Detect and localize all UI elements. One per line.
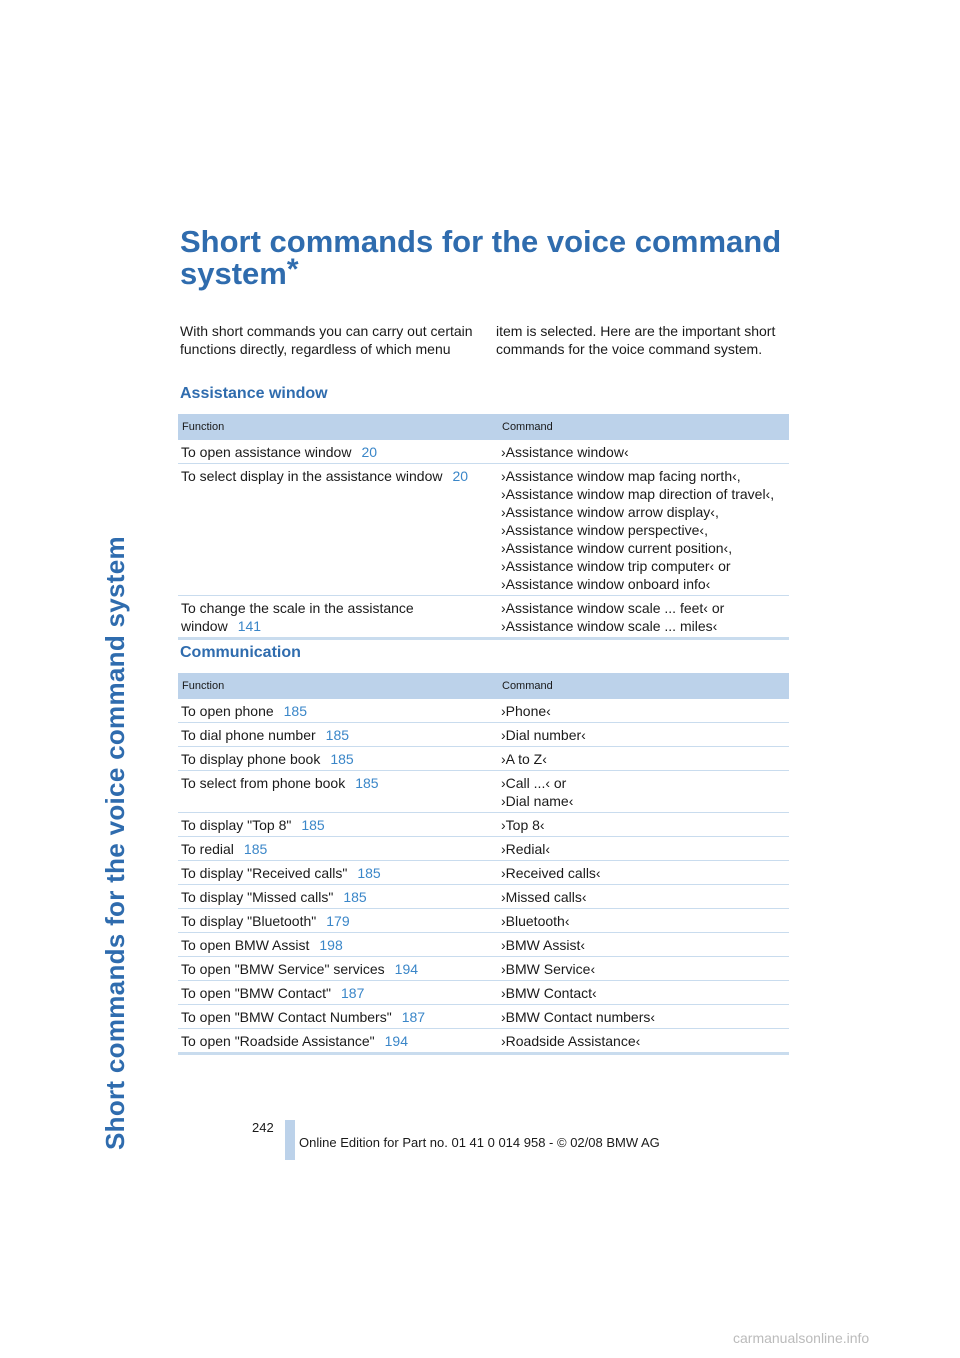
command-text: ›Call ...‹ or bbox=[501, 775, 567, 791]
side-chapter-title: Short commands for the voice command system bbox=[100, 536, 130, 1150]
footer-accent-bar bbox=[285, 1120, 295, 1160]
command-text: ›A to Z‹ bbox=[501, 751, 547, 767]
command-cell bbox=[498, 933, 789, 957]
command-cell bbox=[498, 771, 789, 813]
command-cell bbox=[498, 464, 789, 596]
communication-table bbox=[178, 673, 789, 1055]
title-asterisk: * bbox=[286, 253, 299, 286]
command-cell bbox=[498, 981, 789, 1005]
function-cell bbox=[178, 440, 498, 464]
command-text: ›Dial name‹ bbox=[501, 793, 574, 809]
command-text: ›Dial number‹ bbox=[501, 727, 586, 743]
function-text: To open "BMW Service" services bbox=[181, 961, 385, 977]
function-cell bbox=[178, 957, 498, 981]
page-reference-link[interactable]: 185 bbox=[301, 817, 325, 833]
table-row bbox=[178, 909, 789, 933]
function-cell bbox=[178, 596, 498, 639]
table-row bbox=[178, 723, 789, 747]
page-reference-link[interactable]: 185 bbox=[343, 889, 367, 905]
table-row bbox=[178, 933, 789, 957]
command-cell bbox=[498, 1029, 789, 1054]
function-text: To display "Missed calls" bbox=[181, 889, 334, 905]
function-text: To select from phone book bbox=[181, 775, 346, 791]
command-cell bbox=[498, 723, 789, 747]
page-reference-link[interactable]: 179 bbox=[326, 913, 350, 929]
command-text: ›Phone‹ bbox=[501, 703, 551, 719]
page-reference-link[interactable]: 185 bbox=[283, 703, 307, 719]
function-text: To display phone book bbox=[181, 751, 321, 767]
command-cell bbox=[498, 861, 789, 885]
page-reference-link[interactable]: 194 bbox=[384, 1033, 408, 1049]
function-cell bbox=[178, 861, 498, 885]
command-text: ›Roadside Assistance‹ bbox=[501, 1033, 641, 1049]
page-number: 242 bbox=[252, 1120, 274, 1135]
page-reference-link[interactable]: 20 bbox=[361, 444, 378, 460]
section-heading-assistance: Assistance window bbox=[180, 385, 328, 402]
command-text: ›Assistance window map direction of travel‹, bbox=[501, 486, 775, 502]
table-row bbox=[178, 957, 789, 981]
command-text: ›Assistance window scale ... miles‹ bbox=[501, 618, 718, 634]
function-text: To display "Bluetooth" bbox=[181, 913, 317, 929]
command-text: ›Redial‹ bbox=[501, 841, 551, 857]
function-cell bbox=[178, 1005, 498, 1029]
function-cell bbox=[178, 813, 498, 837]
command-text: ›Assistance window map facing north‹, bbox=[501, 468, 741, 484]
table-row bbox=[178, 861, 789, 885]
column-header-function: Function bbox=[178, 414, 498, 440]
page-reference-link[interactable]: 185 bbox=[355, 775, 379, 791]
page-reference-link[interactable]: 185 bbox=[243, 841, 268, 857]
command-cell bbox=[498, 957, 789, 981]
page-reference-link[interactable]: 187 bbox=[401, 1009, 426, 1025]
command-cell bbox=[498, 1005, 789, 1029]
function-text: To redial bbox=[181, 841, 234, 857]
command-text: ›Assistance window trip computer‹ or bbox=[501, 558, 731, 574]
function-cell bbox=[178, 723, 498, 747]
page-title bbox=[180, 226, 800, 290]
table-header-row bbox=[178, 673, 789, 699]
command-text: ›Bluetooth‹ bbox=[501, 913, 570, 929]
function-cell bbox=[178, 699, 498, 723]
function-text: To dial phone number bbox=[181, 727, 316, 743]
table-row bbox=[178, 885, 789, 909]
function-cell bbox=[178, 837, 498, 861]
function-text: To open "Roadside Assistance" bbox=[181, 1033, 375, 1049]
command-cell bbox=[498, 909, 789, 933]
function-cell bbox=[178, 771, 498, 813]
function-text: To display "Received calls" bbox=[181, 865, 348, 881]
table-row bbox=[178, 747, 789, 771]
command-text: ›Assistance window current position‹, bbox=[501, 540, 733, 556]
column-header-command: Command bbox=[498, 673, 789, 699]
command-text: ›BMW Contact numbers‹ bbox=[501, 1009, 656, 1025]
function-text: To select display in the assistance window bbox=[181, 468, 443, 484]
function-text: To open assistance window bbox=[181, 444, 352, 460]
command-cell bbox=[498, 837, 789, 861]
page-reference-link[interactable]: 141 bbox=[237, 618, 262, 634]
command-text: ›Assistance window scale ... feet‹ or bbox=[501, 600, 725, 616]
table-row bbox=[178, 464, 789, 596]
page-reference-link[interactable]: 185 bbox=[330, 751, 354, 767]
function-cell bbox=[178, 464, 498, 596]
command-text: ›BMW Service‹ bbox=[501, 961, 596, 977]
command-text: ›Assistance window arrow display‹, bbox=[501, 504, 719, 520]
table-row bbox=[178, 1005, 789, 1029]
column-header-command: Command bbox=[498, 414, 789, 440]
command-text: ›Top 8‹ bbox=[501, 817, 545, 833]
page-reference-link[interactable]: 198 bbox=[319, 937, 343, 953]
assistance-table bbox=[178, 414, 789, 640]
table-row bbox=[178, 837, 789, 861]
page-reference-link[interactable]: 194 bbox=[394, 961, 419, 977]
table-row bbox=[178, 771, 789, 813]
page-reference-link[interactable]: 20 bbox=[452, 468, 469, 484]
watermark: carmanualsonline.info bbox=[733, 1330, 870, 1346]
function-cell bbox=[178, 747, 498, 771]
table-row bbox=[178, 699, 789, 723]
function-text: To open BMW Assist bbox=[181, 937, 310, 953]
page-title-text: Short commands for the voice command system bbox=[180, 224, 782, 291]
section-heading-communication: Communication bbox=[180, 644, 301, 661]
column-header-function: Function bbox=[178, 673, 498, 699]
assistance-table-body bbox=[178, 440, 789, 639]
function-cell bbox=[178, 885, 498, 909]
command-text: ›Assistance window perspective‹, bbox=[501, 522, 708, 538]
function-text: To open "BMW Contact" bbox=[181, 985, 332, 1001]
command-cell bbox=[498, 747, 789, 771]
function-text: To open "BMW Contact Numbers" bbox=[181, 1009, 392, 1025]
command-text: ›BMW Assist‹ bbox=[501, 937, 585, 953]
edition-notice: Online Edition for Part no. 01 41 0 014 958 - © 02/08 BMW AG bbox=[299, 1135, 660, 1150]
command-text: ›Assistance window‹ bbox=[501, 444, 629, 460]
function-text: To open phone bbox=[181, 703, 274, 719]
command-text: ›Missed calls‹ bbox=[501, 889, 587, 905]
command-cell bbox=[498, 813, 789, 837]
function-text: To display "Top 8" bbox=[181, 817, 292, 833]
command-cell bbox=[498, 885, 789, 909]
function-cell bbox=[178, 1029, 498, 1054]
intro-column-1: With short commands you can carry out certain functions directly, regardless of which menu bbox=[180, 323, 473, 357]
page-reference-link[interactable]: 185 bbox=[325, 727, 350, 743]
command-text: ›Received calls‹ bbox=[501, 865, 601, 881]
table-row bbox=[178, 813, 789, 837]
command-text: ›Assistance window onboard info‹ bbox=[501, 576, 711, 592]
table-row bbox=[178, 1029, 789, 1054]
page-reference-link[interactable]: 185 bbox=[357, 865, 381, 881]
table-header-row bbox=[178, 414, 789, 440]
communication-table-body bbox=[178, 699, 789, 1054]
function-text: To change the scale in the assistance window bbox=[181, 600, 414, 634]
command-cell bbox=[498, 596, 789, 639]
command-cell bbox=[498, 440, 789, 464]
command-cell bbox=[498, 699, 789, 723]
function-cell bbox=[178, 909, 498, 933]
function-cell bbox=[178, 933, 498, 957]
table-row bbox=[178, 440, 789, 464]
table-row bbox=[178, 981, 789, 1005]
command-text: ›BMW Contact‹ bbox=[501, 985, 597, 1001]
intro-column-2: item is selected. Here are the important short commands for the voice command system. bbox=[496, 323, 776, 357]
function-cell bbox=[178, 981, 498, 1005]
table-row bbox=[178, 596, 789, 639]
page-reference-link[interactable]: 187 bbox=[341, 985, 365, 1001]
